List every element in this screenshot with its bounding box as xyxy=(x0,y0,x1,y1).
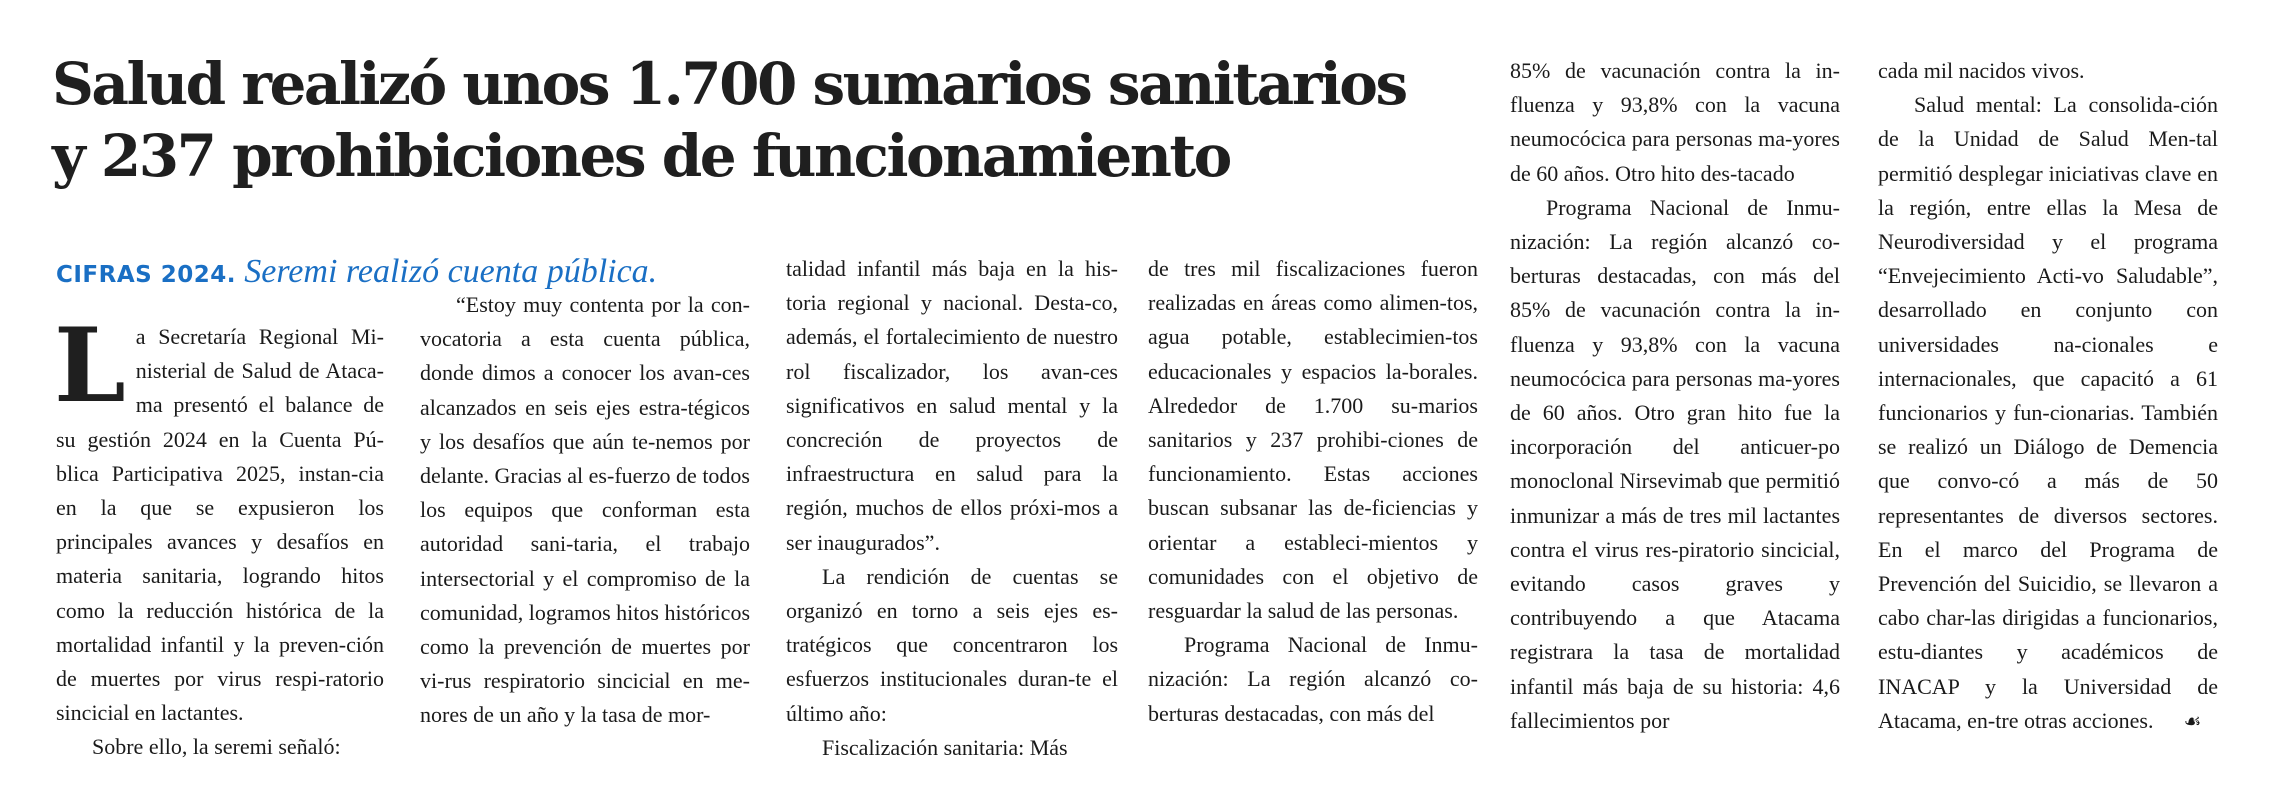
paragraph: Fiscalización sanitaria: Más xyxy=(822,734,1068,760)
paragraph: cada mil nacidos vivos. xyxy=(1878,58,2085,83)
paragraph: Sobre ello, la seremi señaló: xyxy=(92,734,341,760)
column-5 xyxy=(1510,54,1840,738)
paragraph xyxy=(54,306,384,730)
headline-line-2: y 237 prohibiciones de funcionamiento xyxy=(52,122,1230,190)
paragraph-text: Salud mental: La consolida-ción de la Unidad de Salud Men-tal permitió desplegar iniciativas clave en la región, entre ellas la Mesa de Neurodiversidad y el programa “Envejecimiento Acti-vo Saludable”, desarrollado en conjunto con universidades na-cionales e internacionales, que capacitó a 61 funcionarios y fun-cionarias. También se realizó un Diálogo de Demencia que convo-có a más de 50 representantes de diversos sectores. En el marco del Programa de Prevención del Suicidio, se llevaron a cabo char-las dirigidas a funcionarios, estu-diantes y académicos de INACAP y la Universidad de Atacama, en-tre otras acciones. xyxy=(1878,92,2218,733)
end-mark-icon: ☙ xyxy=(2183,708,2202,733)
paragraph: de tres mil fiscalizaciones fueron realizadas en áreas como alimen-tos, agua potable, establecimien-tos educacionales y espacios la-borales. Alrededor de 1.700 su-marios sanitarios y 237 prohibi-ciones de funcionamiento. Estas acciones buscan subsanar las de-ficiencias y orientar a estableci-mientos y comunidades con el objetivo de resguardar la salud de las personas. xyxy=(1148,256,1478,624)
paragraph: Programa Nacional de Inmu-nización: La región alcanzó co-berturas destacadas, con más del xyxy=(1148,632,1478,726)
kicker-tag: CIFRAS 2024. xyxy=(56,262,236,288)
headline-line-1: Salud realizó unos 1.700 sumarios sanitarios xyxy=(52,50,1406,118)
article-headline xyxy=(52,48,1492,192)
kicker-text: Seremi realizó cuenta pública. xyxy=(244,253,658,290)
column-3 xyxy=(786,252,1118,765)
paragraph: Programa Nacional de Inmu-nización: La región alcanzó co-berturas destacadas, con más del 85% de vacunación contra la in-fluenza y 93,8% con la vacuna neumocócica para personas ma-yores de 60 años. Otro gran hito fue la incorporación del anticuer-po monoclonal Nirsevimab que permitió inmunizar a más de tres mil lactantes contra el virus res-piratorio sincicial, evitando casos graves y contribuyendo a que Atacama registrara la tasa de mortalidad infantil más baja de su historia: 4,6 fallecimientos por xyxy=(1510,194,1840,733)
column-1 xyxy=(54,306,384,765)
paragraph xyxy=(1878,88,2218,738)
paragraph: La rendición de cuentas se organizó en torno a seis ejes es-tratégicos que concentraron los esfuerzos institucionales duran-te el último año: xyxy=(786,563,1118,726)
paragraph: 85% de vacunación contra la in-fluenza y 93,8% con la vacuna neumocócica para personas ma-yores de 60 años. Otro hito des-tacado xyxy=(1510,58,1840,186)
drop-cap: L xyxy=(54,306,126,426)
column-4 xyxy=(1148,252,1478,731)
paragraph: talidad infantil más baja en la his-toria regional y nacional. Desta-co, además, el fortalecimiento de nuestro rol fiscalizador, los avan-ces significativos en salud mental y la concreción de proyectos de infraestructura en salud para la región, muchos de ellos próxi-mos a ser inaugurados”. xyxy=(786,256,1118,555)
paragraph-text: a Secretaría Regional Mi-nisterial de Salud de Ataca-ma presentó el balance de su gestión 2024 en la Cuenta Pú-blica Participativa 2025, instan-cia en la que se expusieron los principales avances y desafíos en materia sanitaria, logrando hitos como la reducción histórica de la mortalidad infantil y la preven-ción de muertes por virus respi-ratorio sincicial en lactantes. xyxy=(56,324,384,726)
paragraph: “Estoy muy contenta por la con-vocatoria a esta cuenta pública, donde dimos a conocer los avan-ces alcanzados en seis ejes estra-tégicos y los desafíos que aún te-nemos por delante. Gracias al es-fuerzo de todos los equipos que conforman esta autoridad sani-taria, el trabajo intersectorial y el compromiso de la comunidad, logramos hitos históricos como la prevención de muertes por vi-rus respiratorio sincicial en me-nores de un año y la tasa de mor- xyxy=(420,292,750,728)
column-2 xyxy=(420,288,750,733)
column-6 xyxy=(1878,54,2218,738)
